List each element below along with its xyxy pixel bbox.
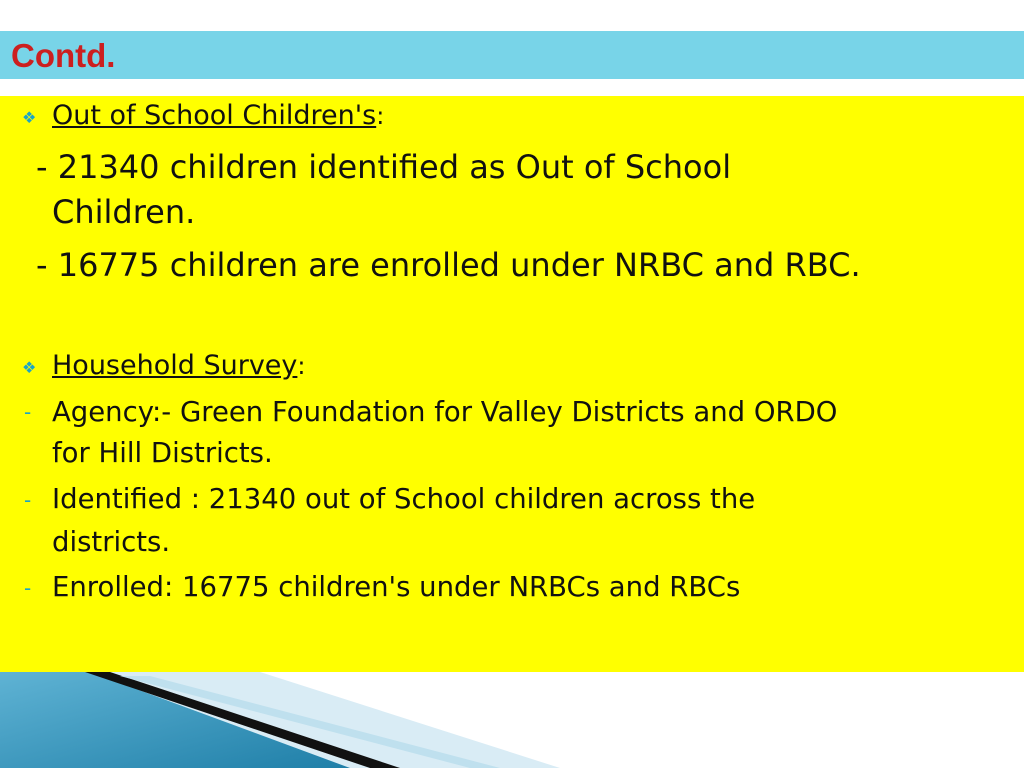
list-item-identified: Identified : 21340 out of School children across the	[52, 483, 756, 515]
section-heading-colon: :	[297, 352, 306, 380]
list-item-agency-continuation: for Hill Districts.	[52, 437, 273, 469]
dash-bullet-icon: -	[24, 488, 32, 512]
section-heading-out-of-school	[52, 100, 384, 131]
slide-title: Contd.	[11, 37, 116, 74]
section-heading-text: Out of School Children's	[52, 100, 377, 131]
section-heading-household-survey	[52, 350, 305, 381]
list-item-agency: Agency:- Green Foundation for Valley Districts and ORDO	[52, 396, 838, 428]
title-bar	[0, 31, 1024, 79]
diamond-bullet-icon: ❖	[22, 108, 37, 127]
section-heading-colon: :	[376, 102, 385, 130]
stat-line-continuation: Children.	[52, 193, 196, 231]
section-heading-text: Household Survey	[52, 350, 298, 381]
diamond-bullet-icon: ❖	[22, 358, 37, 377]
decorative-wave-graphic	[0, 672, 1024, 768]
stat-line: - 16775 children are enrolled under NRBC and RBC.	[36, 246, 861, 284]
dash-bullet-icon: -	[24, 400, 32, 424]
stat-line: - 21340 children identified as Out of School	[36, 148, 732, 186]
list-item-enrolled: Enrolled: 16775 children's under NRBCs and RBCs	[52, 571, 741, 603]
dash-bullet-icon: -	[24, 576, 32, 600]
list-item-identified-continuation: districts.	[52, 526, 171, 558]
